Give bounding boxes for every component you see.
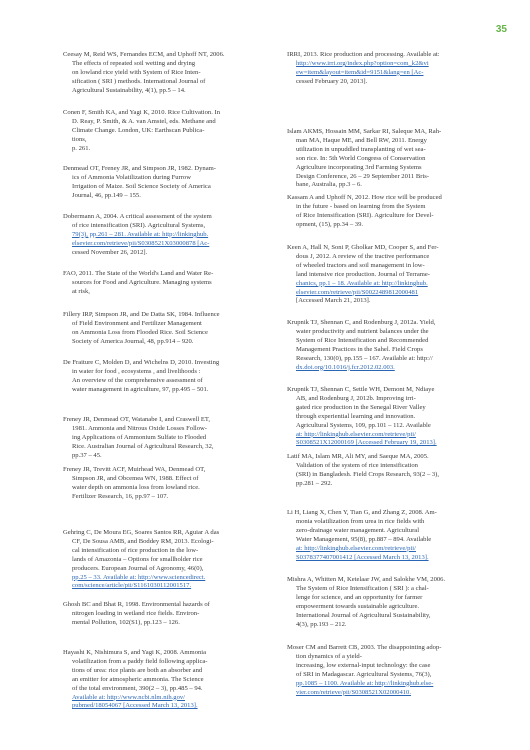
reference-entry	[63, 416, 214, 461]
reference-line: pp.281 – 292.	[296, 479, 333, 487]
reference-line: lands of Amazonia – Options for smallholder rice	[72, 555, 203, 563]
reference-line: (SRI) in Bangladesh. Field Crops Research, 93(2 – 3),	[296, 470, 440, 478]
reference-line: pp.37 – 45.	[72, 451, 102, 459]
reference-line: of rice intensification (SRI). Agricultural Systems,	[72, 221, 206, 229]
reference-entry	[287, 386, 437, 448]
reference-line: Rice. Australian Journal of Agricultural Research, 32,	[72, 442, 214, 450]
reference-line: Management Practices in the Sahel. Field Crops	[296, 345, 423, 353]
reference-line: Design Conference, 26 – 29 September 2011 Bris-	[296, 172, 430, 180]
reference-entry	[63, 165, 216, 201]
reference-line: FAO, 2011. The State of the World's Land and Water Re-	[63, 270, 214, 277]
reference-line: Irrigation of Maize. Soil Science Society of America	[72, 182, 211, 190]
reference-line: International Journal of Agricultural Sustainability,	[296, 611, 431, 619]
reference-entry	[287, 453, 439, 489]
reference-entry	[287, 319, 435, 372]
reference-line: De Fraiture C, Molden D, and Wichelns D, 2010. Investing	[63, 359, 220, 366]
reference-line: Keen A, Hall N, Soni P, Gholkar MD, Cooper S, and Fer-	[287, 244, 439, 251]
reference-line: Dobermann A, 2004. A critical assessment of the system	[63, 213, 212, 220]
reference-line: An overview of the comprehensive assessment of	[72, 376, 203, 384]
reference-entry	[287, 51, 440, 87]
reference-line: an emitter for atmospheric ammonia. The Science	[72, 675, 204, 683]
reference-link[interactable]: vier.com/retrieve/pii/S0308521X02000410.	[296, 688, 412, 696]
reference-line: cal intensification of rice production in the low-	[72, 546, 199, 554]
reference-line: Conen F, Smith KA, and Yagi K, 2010. Rice Cultivation. In	[63, 109, 220, 116]
reference-line: Fillery IRP, Simpson JR, and De Datta SK, 1984. Influence	[63, 311, 220, 318]
reference-line: CF, De Sousa AMB, and Boddey RM, 2013. Ecologi-	[72, 537, 214, 545]
reference-link[interactable]: http://www.irri.org/index.php?option=com_k2&vi	[296, 59, 429, 67]
reference-line: Journal, 46, pp.149 – 155.	[72, 191, 141, 199]
reference-entry	[287, 128, 441, 190]
reference-line: lenge for science, and an opportunity for farmer	[296, 593, 423, 601]
reference-link[interactable]: pp.25 – 33. Available at: http://www.sciencedirect.	[72, 573, 206, 581]
reference-line: at risk,	[72, 287, 90, 295]
reference-line: gated rice production in the Senegal River Valley	[296, 403, 426, 411]
reference-line: Research, 130(0), pp.155 – 167. Available at: http://	[296, 354, 433, 362]
reference-line: producers. European Journal of Agronomy, 46(0),	[72, 564, 204, 572]
reference-entry	[63, 213, 212, 258]
reference-line: Krupnik TJ, Shennan C, and Rodenburg J, 2012a. Yield,	[287, 319, 436, 326]
reference-link[interactable]: at: http://linkinghub.elsevier.com/retrieve/pii/	[296, 544, 416, 552]
reference-link[interactable]: S0378377407001412 [Accessed March 13, 2013].	[296, 553, 429, 561]
reference-link[interactable]: elsevier.com/retrieve/pii/S0022489812000481	[296, 288, 419, 296]
reference-line: sources for Food and Agriculture. Managing systems	[72, 278, 212, 286]
reference-link[interactable]: 79(3), pp.261 – 281. Available at: http://linkinghub.	[72, 230, 209, 238]
reference-line: in water for food , ecosystems , and livelihoods :	[72, 367, 201, 375]
reference-line: 4(3), pp.193 – 212.	[296, 620, 347, 628]
reference-link[interactable]: elsevier.com/retrieve/pii/S0308521X03000878 [Ac-	[72, 239, 210, 247]
reference-line: [Accessed March 21, 2013].	[296, 297, 371, 305]
reference-line: tions,	[72, 135, 87, 143]
reference-line: D. Reay, P. Smith, & A. van Amstel, eds. Methane and	[72, 117, 216, 125]
reference-line: System of Rice Intensification and Recommended	[296, 336, 429, 344]
reference-line: tion dynamics of a yield-	[296, 652, 362, 660]
reference-entry	[287, 194, 442, 230]
reference-line: ing Applications of Ammonium Sulfate to Flooded	[72, 433, 207, 441]
reference-line: of Rice Intensification (SRI). Agriculture for Devel-	[296, 211, 434, 219]
reference-link[interactable]: com/science/article/pii/S1161030112001517.	[72, 582, 192, 590]
reference-line: land intensive rice production. Journal of Terrame-	[296, 270, 430, 278]
reference-link[interactable]: S0308521X12000169 [Accessed February 19, 2013].	[296, 439, 437, 447]
reference-line: Moser CM and Barrett CB, 2003. The disappointing adop-	[287, 644, 442, 651]
page-number: 35	[495, 24, 507, 35]
reference-line: Hayashi K, Nishimura S, and Yagi K, 2008. Ammonia	[63, 649, 207, 656]
reference-line: The System of Rice Intensification ( SRI ): a chal-	[296, 584, 429, 592]
reference-line: monia volatilization from urea in rice fields with	[296, 517, 425, 525]
reference-line: utilization in unpuddled transplanting of wet sea-	[296, 145, 426, 153]
reference-line: Agricultural Systems, 109, pp.101 – 112. Available	[296, 421, 431, 429]
reference-line: 1981. Ammonia and Nitrous Oxide Losses Follow-	[72, 424, 207, 432]
reference-link[interactable]: at: http://linkinghub.elsevier.com/retrieve/pii/	[296, 430, 416, 438]
reference-line: of the total environment, 390(2 – 3), pp.485 – 94.	[72, 684, 203, 692]
reference-entry	[63, 270, 213, 297]
reference-line: Krupnik TJ, Shennan C, Settle WH, Demont M, Ndiaye	[287, 386, 435, 393]
reference-line: of SRI in Madagascar. Agricultural Systems, 76(3),	[296, 670, 432, 678]
reference-line: of Field Environment and Fertilizer Management	[72, 319, 202, 327]
reference-entry	[63, 359, 219, 395]
reference-link[interactable]: pubmed/18054067 [Accessed March 13, 2013].	[72, 702, 198, 710]
reference-entry	[287, 576, 445, 629]
reference-line: on Ammonia Loss from Flooded Rice. Soil Science	[72, 328, 208, 336]
reference-entry	[287, 244, 439, 306]
reference-entry	[63, 466, 205, 502]
reference-line: Ceesay M, Reid WS, Fernandes ECM, and Uphoff NT, 2006.	[63, 51, 225, 58]
reference-line: dous J, 2012. A review of the tractive performance	[296, 252, 430, 260]
reference-line: increasing, low external-input technology: the case	[296, 661, 431, 669]
reference-line: in the future - based on learning from the System	[296, 202, 426, 210]
reference-line: water productivity and nutrient balances under the	[296, 327, 429, 335]
reference-entry	[287, 644, 441, 697]
reference-line: of wheeled tractors and soil management in low-	[296, 261, 425, 269]
reference-line: Agricultural Sustainability, 4(1), pp.5 – 14.	[72, 86, 186, 94]
reference-line: IRRI, 2013. Rice production and processing. Available at:	[287, 51, 440, 58]
reference-entry	[63, 109, 220, 154]
reference-entry	[63, 51, 225, 96]
reference-line: p. 261.	[72, 144, 91, 152]
reference-line: Mishra A, Whitten M, Ketelaar JW, and Salokhe VM, 2006.	[287, 576, 446, 583]
reference-line: opment, (15), pp.34 – 39.	[296, 220, 364, 228]
reference-line: through experiential learning and innovation.	[296, 412, 416, 420]
reference-line: tions of urea: rice plants are both an absorber and	[72, 666, 203, 674]
reference-line: man MA, Haque ME, and Bell RW, 2011. Energy	[296, 136, 427, 144]
reference-line: mental Pollution, 102(S1), pp.123 – 126.	[72, 618, 180, 626]
reference-line: empowerment towards sustainable agriculture.	[296, 602, 420, 610]
reference-line: Freney JR, Trevitt ACF, Muirhead WA, Denmead OT,	[63, 466, 206, 473]
reference-line: water depth on ammonia loss from lowland rice.	[72, 483, 200, 491]
reference-line: Islam AKMS, Hossain MM, Sarkar RI, Saleque MA, Rah-	[287, 128, 442, 135]
reference-entry	[63, 311, 220, 347]
reference-entry	[63, 601, 210, 628]
reference-line: Latif MA, Islam MR, Ali MY, and Saeque MA, 2005.	[287, 453, 429, 460]
reference-link[interactable]: chanics, pp.1 – 18. Available at: http://linkinghub.	[296, 279, 428, 287]
reference-line: Ghosh BC and Bhat R, 1998. Environmental hazards of	[63, 601, 210, 608]
reference-entry	[63, 649, 208, 711]
reference-line: Denmead OT, Freney JR, and Simpson JR, 1982. Dynam-	[63, 165, 216, 172]
reference-line: Gehring C, De Moura EG, Soares Santos RR, Aguiar A das	[63, 529, 220, 536]
reference-line: Li H, Liang X, Chen Y, Tian G, and Zhang Z, 2008. Am-	[287, 509, 437, 516]
reference-entry	[63, 529, 219, 591]
reference-line: Agriculture incorporating 3rd Farming Systems	[296, 163, 422, 171]
reference-line: ics of Ammonia Volatilization during Furrow	[72, 173, 191, 181]
reference-line: volatilization from a paddy field following applica-	[72, 657, 208, 665]
reference-link[interactable]: pp.1085 – 1100. Available at: http://linkinghub.else-	[296, 679, 434, 687]
reference-line: water management in agriculture, 97, pp.495 – 501.	[72, 385, 209, 393]
reference-line: on lowland rice yield with System of Rice Inten-	[72, 68, 201, 76]
reference-line: Water Management, 95(8), pp.887 – 894. Available	[296, 535, 432, 543]
reference-line: Kassam A and Uphoff N, 2012. How rice will be produced	[287, 194, 442, 201]
reference-line: bane, Australia, pp.3 – 6.	[296, 181, 362, 189]
reference-line: sification ( SRI ) methods. International Journal of	[72, 77, 206, 85]
reference-line: Simpson JR, and Obcemea WN, 1988. Effect of	[72, 474, 199, 482]
reference-link[interactable]: dx.doi.org/10.1016/j.fcr.2012.02.003.	[296, 363, 395, 371]
reference-line: Validation of the system of rice intensification	[296, 461, 418, 469]
reference-line: nitrogen loading in wetland rice fields. Environ-	[72, 609, 200, 617]
reference-link[interactable]: Available at: http://www.ncbi.nlm.nih.gov/	[72, 693, 185, 701]
reference-line: Fertilizer Research, 16, pp.97 – 107.	[72, 492, 169, 500]
reference-line: cessed February 20, 2013].	[296, 77, 368, 85]
reference-link[interactable]: ew=item&layout=item&id=9151&lang=en [Ac-	[296, 68, 424, 76]
reference-entry	[287, 509, 437, 562]
reference-line: Society of America Journal, 48, pp.914 – 920.	[72, 337, 194, 345]
reference-line: cessed November 26, 2012].	[72, 248, 148, 256]
reference-line: son rice. In: 5th World Congress of Conservation	[296, 154, 426, 162]
reference-line: The effects of repeated soil wetting and drying	[72, 59, 196, 67]
reference-line: AB, and Rodenburg J, 2012b. Improving irri-	[296, 394, 416, 402]
reference-line: Freney JR, Denmead OT, Watanabe I, and Craswell ET,	[63, 416, 211, 423]
reference-line: Climate Change. London, UK: Earthscan Publica-	[72, 126, 205, 134]
reference-line: zero-drainage water management. Agricultural	[296, 526, 420, 534]
